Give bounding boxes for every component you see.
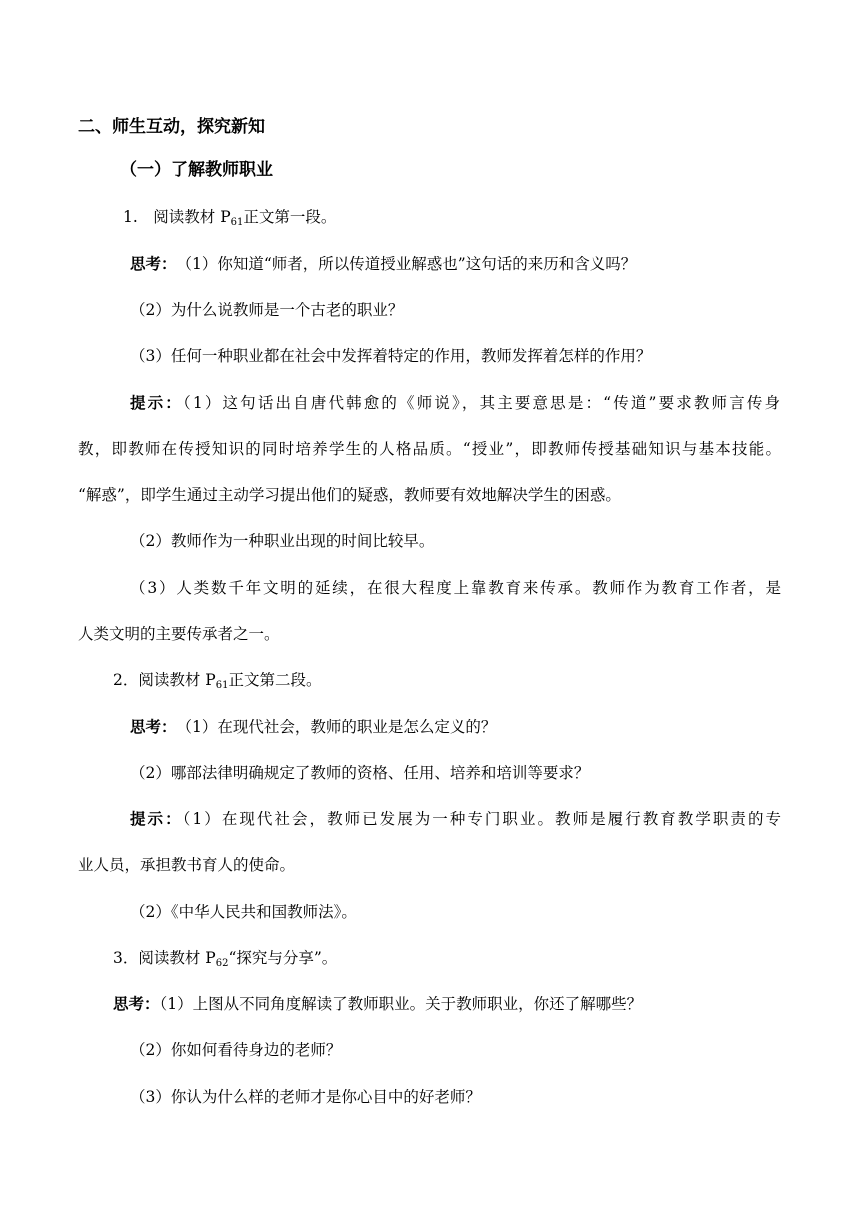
item-1-page: 61 (230, 217, 244, 228)
hint-label: 提示： (130, 394, 183, 412)
hint-1-a3-line2: 人类文明的主要传承者之一。 (78, 625, 280, 643)
hint-1-a3-line1: （3）人类数千年文明的延续，在很大程度上靠教育来传承。教师作为教育工作者，是 (130, 579, 781, 597)
item-3-page: 62 (215, 958, 229, 969)
think-label: 思考： (130, 255, 169, 273)
hint-2-a1-line1 (130, 809, 781, 829)
item-3 (113, 948, 337, 968)
think-2-q2: （2）哪部法律明确规定了教师的资格、任用、培养和培训等要求？ (130, 764, 590, 782)
think-3-q1 (113, 994, 642, 1014)
think-2-q1 (130, 717, 496, 737)
item-3-suffix: “探究与分享”。 (228, 949, 338, 967)
subsection-heading: （一）了解教师职业 (120, 160, 273, 180)
hint-label: 提示： (130, 810, 183, 828)
item-1-suffix: 正文第一段。 (243, 208, 337, 226)
question-text: （1）你知道“师者，所以传道授业解惑也”这句话的来历和含义吗？ (168, 255, 637, 273)
hint-text: （1）在现代社会，教师已发展为一种专门职业。教师是履行教育教学职责的专 (182, 810, 781, 828)
think-1-q2: （2）为什么说教师是一个古老的职业？ (130, 301, 404, 319)
hint-text: （1）这句话出自唐代韩愈的《师说》，其主要意思是：“传道”要求教师言传身 (182, 394, 780, 412)
hint-1-a1-line1 (130, 393, 780, 413)
item-1-prefix: 1. 阅读教材 P (123, 208, 231, 226)
hint-1-a1-line3: “解惑”，即学生通过主动学习提出他们的疑惑，教师要有效地解决学生的困惑。 (78, 486, 621, 504)
item-2 (113, 670, 321, 690)
think-label: 思考： (113, 995, 160, 1013)
think-3-q2: （2）你如何看待身边的老师？ (130, 1041, 342, 1059)
question-text: （1）在现代社会，教师的职业是怎么定义的？ (168, 718, 497, 736)
item-2-suffix: 正文第二段。 (228, 671, 322, 689)
think-1-q1 (130, 254, 636, 274)
hint-2-a1-line2: 业人员，承担教书育人的使命。 (78, 856, 296, 874)
hint-2-a2: （2）《中华人民共和国教师法》。 (130, 903, 357, 921)
item-1 (123, 207, 336, 227)
hint-1-a1-line2: 教，即教师在传授知识的同时培养学生的人格品质。“授业”，即教师传授基础知识与基本技能。 (78, 440, 781, 458)
item-2-page: 61 (215, 680, 229, 691)
question-text: （1）上图从不同角度解读了教师职业。关于教师职业，你还了解哪些？ (159, 995, 643, 1013)
think-label: 思考： (130, 718, 169, 736)
item-2-prefix: 2．阅读教材 P (113, 671, 216, 689)
section-heading: 二、师生互动，探究新知 (78, 117, 265, 137)
hint-1-a2: （2）教师作为一种职业出现的时间比较早。 (130, 532, 435, 550)
think-1-q3: （3）任何一种职业都在社会中发挥着特定的作用，教师发挥着怎样的作用？ (130, 347, 652, 365)
item-3-prefix: 3．阅读教材 P (113, 949, 216, 967)
think-3-q3: （3）你认为什么样的老师才是你心目中的好老师？ (130, 1088, 481, 1106)
